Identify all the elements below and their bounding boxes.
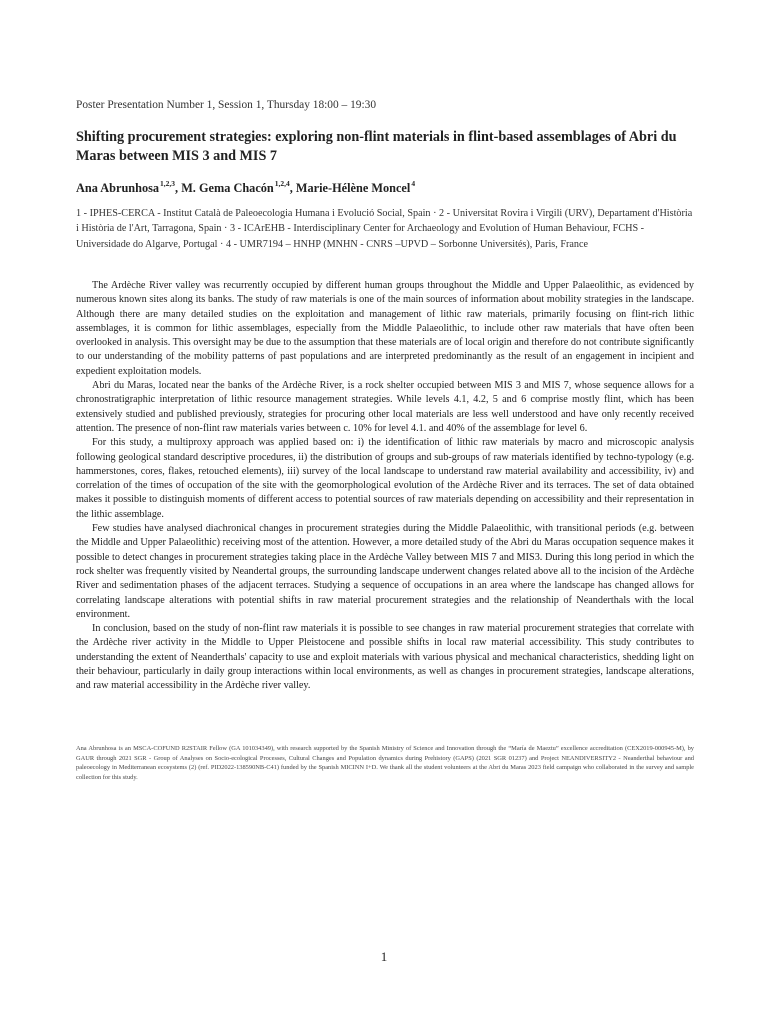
affiliations: 1 - IPHES-CERCA - Institut Català de Paleoecologia Humana i Evolució Social, Spain · 2 - Universitat Rovira i Virgili (URV), Departament d'Història i Història de l'Art, Tarragona, Spain · 3 - ICArEHB - Interdisciplinary Center for Archaeology and Evolution of Human Behaviour, FCHS - Universidade do Algarve, Portugal · 4 - UMR7194 – HNHP (MNHN - CNRS –UPVD – Sorbonne Universités), Paris, France xyxy=(76,208,693,250)
funding-footnote: Ana Abrunhosa is an MSCA-COFUND R2STAIR Fellow (GA 101034349), with research supported by the Spanish Ministry of Science and Innovation through the “María de Maeztu” excellence accreditation (CEX2019-000945-M), by GAUR through 2021 SGR - Group of Analyses on Socio-ecological Processes, Cultural Changes and Population dynamics during Prehistory (GAPS) (2021 SGR 01237) and Project NEANDIVERSITY2 - Neanderthal behaviour and paleoecology in Mediterranean ecosystems (2) (ref. PID2022-138590NB-C41) funded by the Spanish MICINN I+D. We thank all the student volunteers at the Abri du Maras 2023 field campaign who collaborated in the survey and sample collection for this study. xyxy=(76,745,694,781)
session-info: Poster Presentation Number 1, Session 1, Thursday 18:00 – 19:30 xyxy=(76,99,377,111)
author-name: Marie-Hélène Moncel xyxy=(295,181,411,195)
author-affiliation-marks: 4 xyxy=(411,179,416,188)
author-name: M. Gema Chacón xyxy=(181,181,274,195)
author-list xyxy=(76,179,415,196)
page-number: 1 xyxy=(380,949,388,964)
paragraph: The Ardèche River valley was recurrently occupied by different human groups throughout the Middle and Upper Palaeolithic, as evidenced by numerous known sites along its banks. The study of raw materials is one of the main sources of information about mobility strategies in the landscape. Although there are many detailed studies on the exploitation and management of lithic raw materials, primarily focusing on flint-rich lithic assemblages, it is common for lithic assemblages, especially from the Middle Palaeolithic, to include other raw materials that have often been overlooked in analysis. This oversight may be due to the assumption that these materials are of local origin and therefore do not contribute significantly to our understanding of the mobility patterns of past populations and are interpreted predominantly as the result of an engagement in incipient and expedient exploitation models. xyxy=(76,280,694,377)
abstract-body xyxy=(76,279,694,694)
paragraph: For this study, a multiproxy approach was applied based on: i) the identification of lithic raw materials by macro and microscopic analysis following geological standard descriptive procedures, ii) the distribution of groups and sub-groups of raw materials identified by techno-typology (e.g. hammerstones, cores, flakes, retouched elements), iii) survey of the local landscape to understand raw material availability and accessibility, iv) and correlation of the times of occupation of the site with the geomorphological evolution of the Ardèche River and its terraces. The set of data obtained makes it possible to distinguish moments of different access to potential sources of raw materials depending on accessibility and their representation in the lithic assemblage. xyxy=(76,437,694,520)
paper-title: Shifting procurement strategies: exploring non-flint materials in flint-based assemblages of Abri du Maras between MIS 3 and MIS 7 xyxy=(76,129,677,164)
author-affiliation-marks: 1,2,3 xyxy=(160,179,176,188)
paragraph: In conclusion, based on the study of non-flint raw materials it is possible to see changes in raw material procurement strategies that correlate with the Ardèche river activity in the Middle to Upper Pleistocene and possible shifts in local raw material accessibility. This study contributes to understanding the extent of Neanderthals' capacity to use and exploit materials with various physical and mechanical characteristics, shedding light on their behaviour, particularly in daily group interactions within local environments, as well as changes in procurement strategies, landscape alterations, and raw material accessibility in the Ardèche river valley. xyxy=(76,623,694,692)
author-separator: , xyxy=(175,181,182,195)
author-separator: , xyxy=(289,181,296,195)
paragraph: Few studies have analysed diachronical changes in procurement strategies during the Middle Palaeolithic, with transitional periods (e.g. between the Middle and Upper Palaeolithic) receiving most of the attention. However, a more detailed study of the Abri du Maras occupation sequence makes it possible to detect changes in procurement strategies taking place in the Ardèche Valley between MIS 7 and MIS3. During this long period in which the rock shelter was frequently visited by Neandertal groups, the surrounding landscape underwent changes related above all to the incision of the Ardèche River and sedimentation phases of the adjacent terraces. Studying a sequence of occupations in an area where the landscape has changed allows for correlating landscape alterations with potential shifts in raw material procurement strategies and the relationship of Neanderthals with the local environment. xyxy=(76,523,694,620)
author-name: Ana Abrunhosa xyxy=(76,181,160,195)
paragraph: Abri du Maras, located near the banks of the Ardèche River, is a rock shelter occupied between MIS 3 and MIS 7, whose sequence allows for a chronostratigraphic interpretation of lithic resource management strategies. While levels 4.1, 4.2, 5 and 6 comprise mostly flint, which has been extensively studied and published previously, strategies for procuring other local materials are less well understood and have only recently received attention. The presence of non-flint raw materials varies between c. 10% for level 4.1. and 40% of the assemblage for level 6. xyxy=(76,380,694,434)
author-affiliation-marks: 1,2,4 xyxy=(274,179,290,188)
